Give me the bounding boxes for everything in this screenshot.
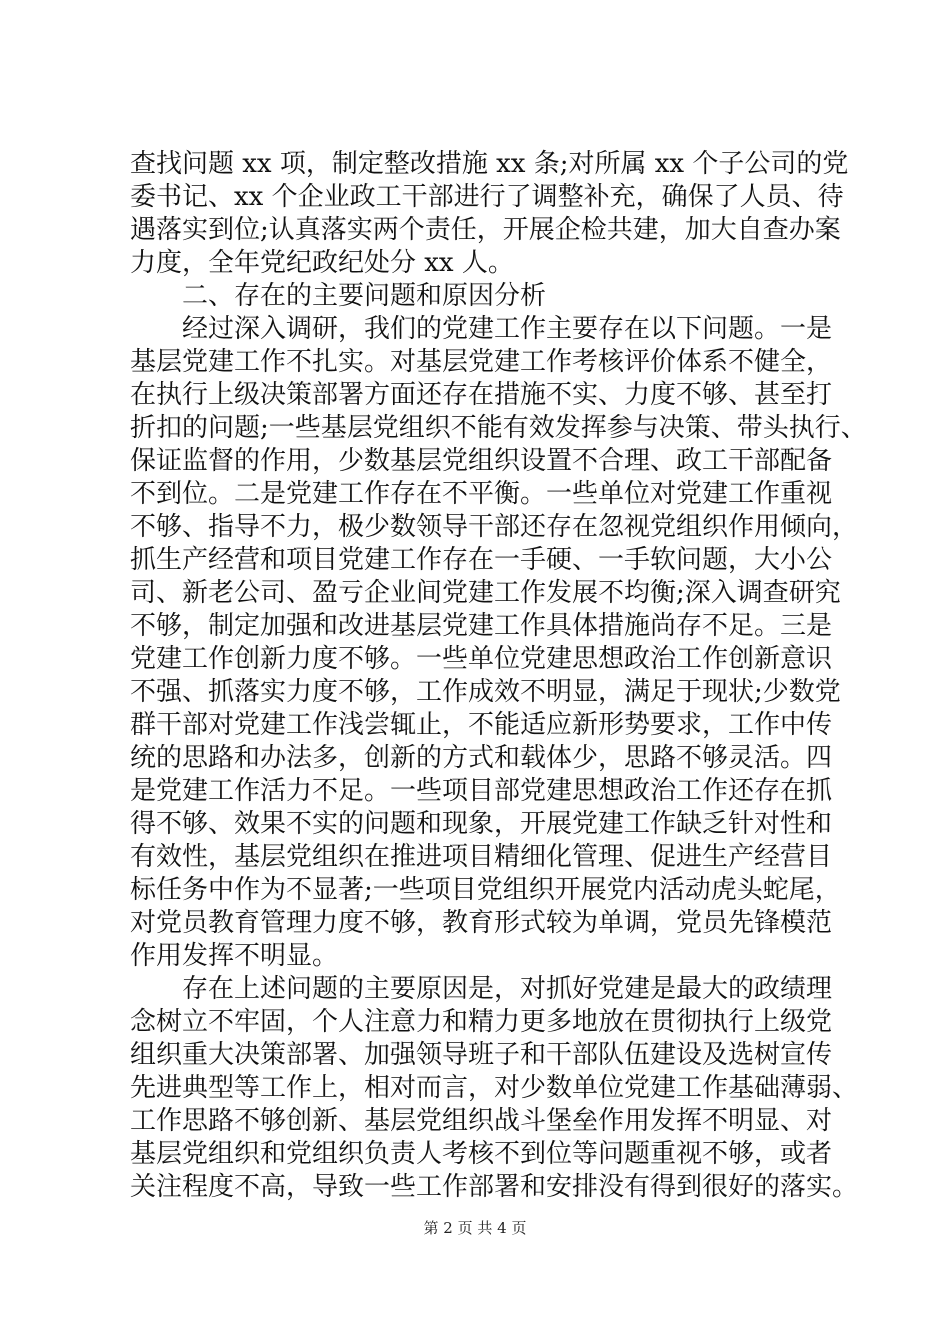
text-line: 存在上述问题的主要原因是，对抓好党建是最大的政绩理 [130,974,833,1004]
text-line: 先进典型等工作上，相对而言，对少数单位党建工作基础薄弱、 [130,1073,859,1103]
text-line: 不强、抓落实力度不够，工作成效不明显，满足于现状;少数党 [130,677,841,707]
document-body [130,148,867,1204]
text-line: 保证监督的作用，少数基层党组织设置不合理、政工干部配备 [130,446,833,476]
text-line: 作用发挥不明显。 [130,941,339,971]
text-line: 工作思路不够创新、基层党组织战斗堡垒作用发挥不明显、对 [130,1106,833,1136]
text-line: 遇落实到位;认真落实两个责任，开展企检共建，加大自查办案 [130,215,841,245]
text-line: 基层党组织和党组织负责人考核不到位等问题重视不够，或者 [130,1139,833,1169]
text-line: 念树立不牢固，个人注意力和精力更多地放在贯彻执行上级党 [130,1007,833,1037]
text-line: 不够，制定加强和改进基层党建工作具体措施尚存不足。三是 [130,611,833,641]
text-line: 组织重大决策部署、加强领导班子和干部队伍建设及选树宣传 [130,1040,833,1070]
text-line: 抓生产经营和项目党建工作存在一手硬、一手软问题，大小公 [130,545,833,575]
text-line: 得不够、效果不实的问题和现象，开展党建工作缺乏针对性和 [130,809,833,839]
text-line: 力度，全年党纪政纪处分 xx 人。 [130,248,514,278]
text-line: 在执行上级决策部署方面还存在措施不实、力度不够、甚至打 [130,380,833,410]
text-line: 对党员教育管理力度不够，教育形式较为单调，党员先锋模范 [130,908,833,938]
text-line: 基层党建工作不扎实。对基层党建工作考核评价体系不健全， [130,347,833,377]
text-line: 不到位。二是党建工作存在不平衡。一些单位对党建工作重视 [130,479,833,509]
text-line: 经过深入调研，我们的党建工作主要存在以下问题。一是 [130,314,833,344]
text-line: 折扣的问题;一些基层党组织不能有效发挥参与决策、带头执行、 [130,413,867,443]
text-line: 委书记、xx 个企业政工干部进行了调整补充，确保了人员、待 [130,182,844,212]
text-line: 群干部对党建工作浅尝辄止，不能适应新形势要求，工作中传 [130,710,833,740]
text-line: 标任务中作为不显著;一些项目党组织开展党内活动虎头蛇尾， [130,875,841,905]
text-line: 有效性，基层党组织在推进项目精细化管理、促进生产经营目 [130,842,833,872]
section-heading: 二、存在的主要问题和原因分析 [130,281,547,311]
text-line: 查找问题 xx 项，制定整改措施 xx 条;对所属 xx 个子公司的党 [130,149,849,179]
text-line: 党建工作创新力度不够。一些单位党建思想政治工作创新意识 [130,644,833,674]
text-line: 司、新老公司、盈亏企业间党建工作发展不均衡;深入调查研究 [130,578,841,608]
text-line: 是党建工作活力不足。一些项目部党建思想政治工作还存在抓 [130,776,833,806]
text-line: 不够、指导不力，极少数领导干部还存在忽视党组织作用倾向， [130,512,859,542]
text-line: 关注程度不高，导致一些工作部署和安排没有得到很好的落实。 [130,1172,859,1202]
page-number-footer: 第 2 页 共 4 页 [423,1219,527,1237]
text-line: 统的思路和办法多，创新的方式和载体少，思路不够灵活。四 [130,743,833,773]
